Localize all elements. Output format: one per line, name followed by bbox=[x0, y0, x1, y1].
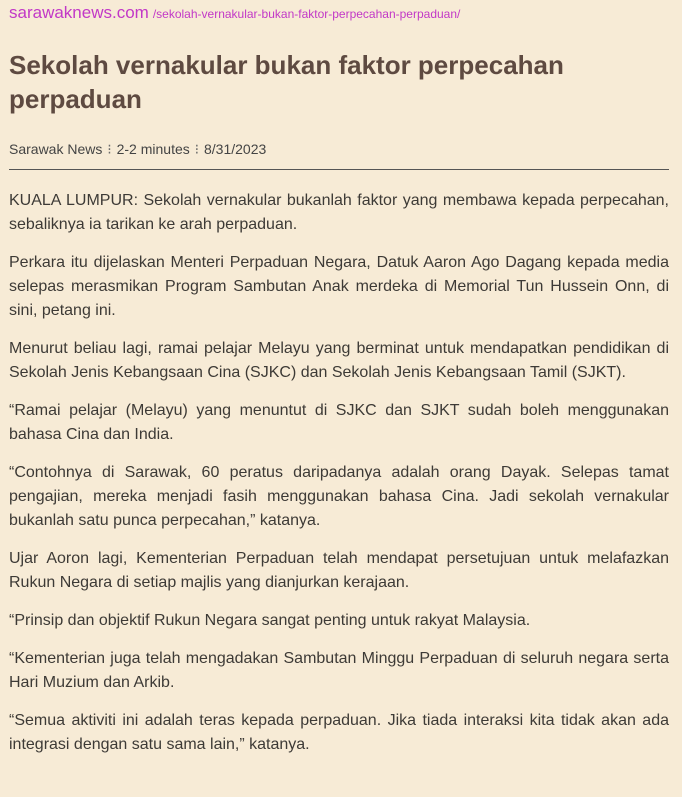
header-divider bbox=[9, 169, 669, 170]
source-path-link[interactable]: /sekolah-vernakular-bukan-faktor-perpecahan-perpaduan/ bbox=[152, 7, 461, 21]
article-paragraph: KUALA LUMPUR: Sekolah vernakular bukanlah faktor yang membawa kepada perpecahan, sebaliknya ia tarikan ke arah perpaduan. bbox=[9, 192, 669, 233]
meta-date: 8/31/2023 bbox=[204, 141, 267, 157]
article-paragraph: Ujar Aoron lagi, Kementerian Perpaduan telah mendapat persetujuan untuk melafazkan Rukun Negara di setiap majlis yang dianjurkan kerajaan. bbox=[9, 550, 669, 591]
article-paragraph: “Kementerian juga telah mengadakan Sambutan Minggu Perpaduan di seluruh negara serta Hari Muzium dan Arkib. bbox=[9, 650, 669, 691]
article-paragraph: “Contohnya di Sarawak, 60 peratus daripadanya adalah orang Dayak. Selepas tamat pengajian, mereka menjadi fasih menggunakan bahasa Cina. Jadi sekolah vernakular bukanlah satu punca perpecahan,” katanya. bbox=[9, 464, 669, 529]
reader-page bbox=[9, 0, 669, 771]
article-paragraph: Menurut beliau lagi, ramai pelajar Melayu yang berminat untuk mendapatkan pendidikan di Sekolah Jenis Kebangsaan Cina (SJKC) dan Sekolah Jenis Kebangsaan Tamil (SJKT). bbox=[9, 340, 669, 381]
meta-separator: ⁝ bbox=[194, 141, 200, 157]
meta-author: Sarawak News bbox=[9, 141, 103, 157]
source-site-link[interactable]: sarawaknews.com bbox=[9, 3, 149, 22]
source-line bbox=[9, 3, 669, 23]
meta-read-time: 2-2 minutes bbox=[116, 141, 190, 157]
article-title: Sekolah vernakular bukan faktor perpecahan perpaduan bbox=[9, 50, 564, 114]
article-paragraph: Perkara itu dijelaskan Menteri Perpaduan Negara, Datuk Aaron Ago Dagang kepada media selepas merasmikan Program Sambutan Anak merdeka di Memorial Tun Hussein Onn, di sini, petang ini. bbox=[9, 254, 669, 319]
article-paragraph: “Prinsip dan objektif Rukun Negara sangat penting untuk rakyat Malaysia. bbox=[9, 612, 531, 629]
article-paragraph: “Ramai pelajar (Melayu) yang menuntut di SJKC dan SJKT sudah boleh menggunakan bahasa Cina dan India. bbox=[9, 402, 669, 443]
article-paragraph: “Semua aktiviti ini adalah teras kepada perpaduan. Jika tiada interaksi kita tidak akan ada integrasi dengan satu sama lain,” katanya. bbox=[9, 712, 669, 753]
article-body bbox=[9, 189, 669, 757]
article-meta bbox=[9, 141, 669, 158]
meta-separator: ⁝ bbox=[107, 141, 112, 157]
